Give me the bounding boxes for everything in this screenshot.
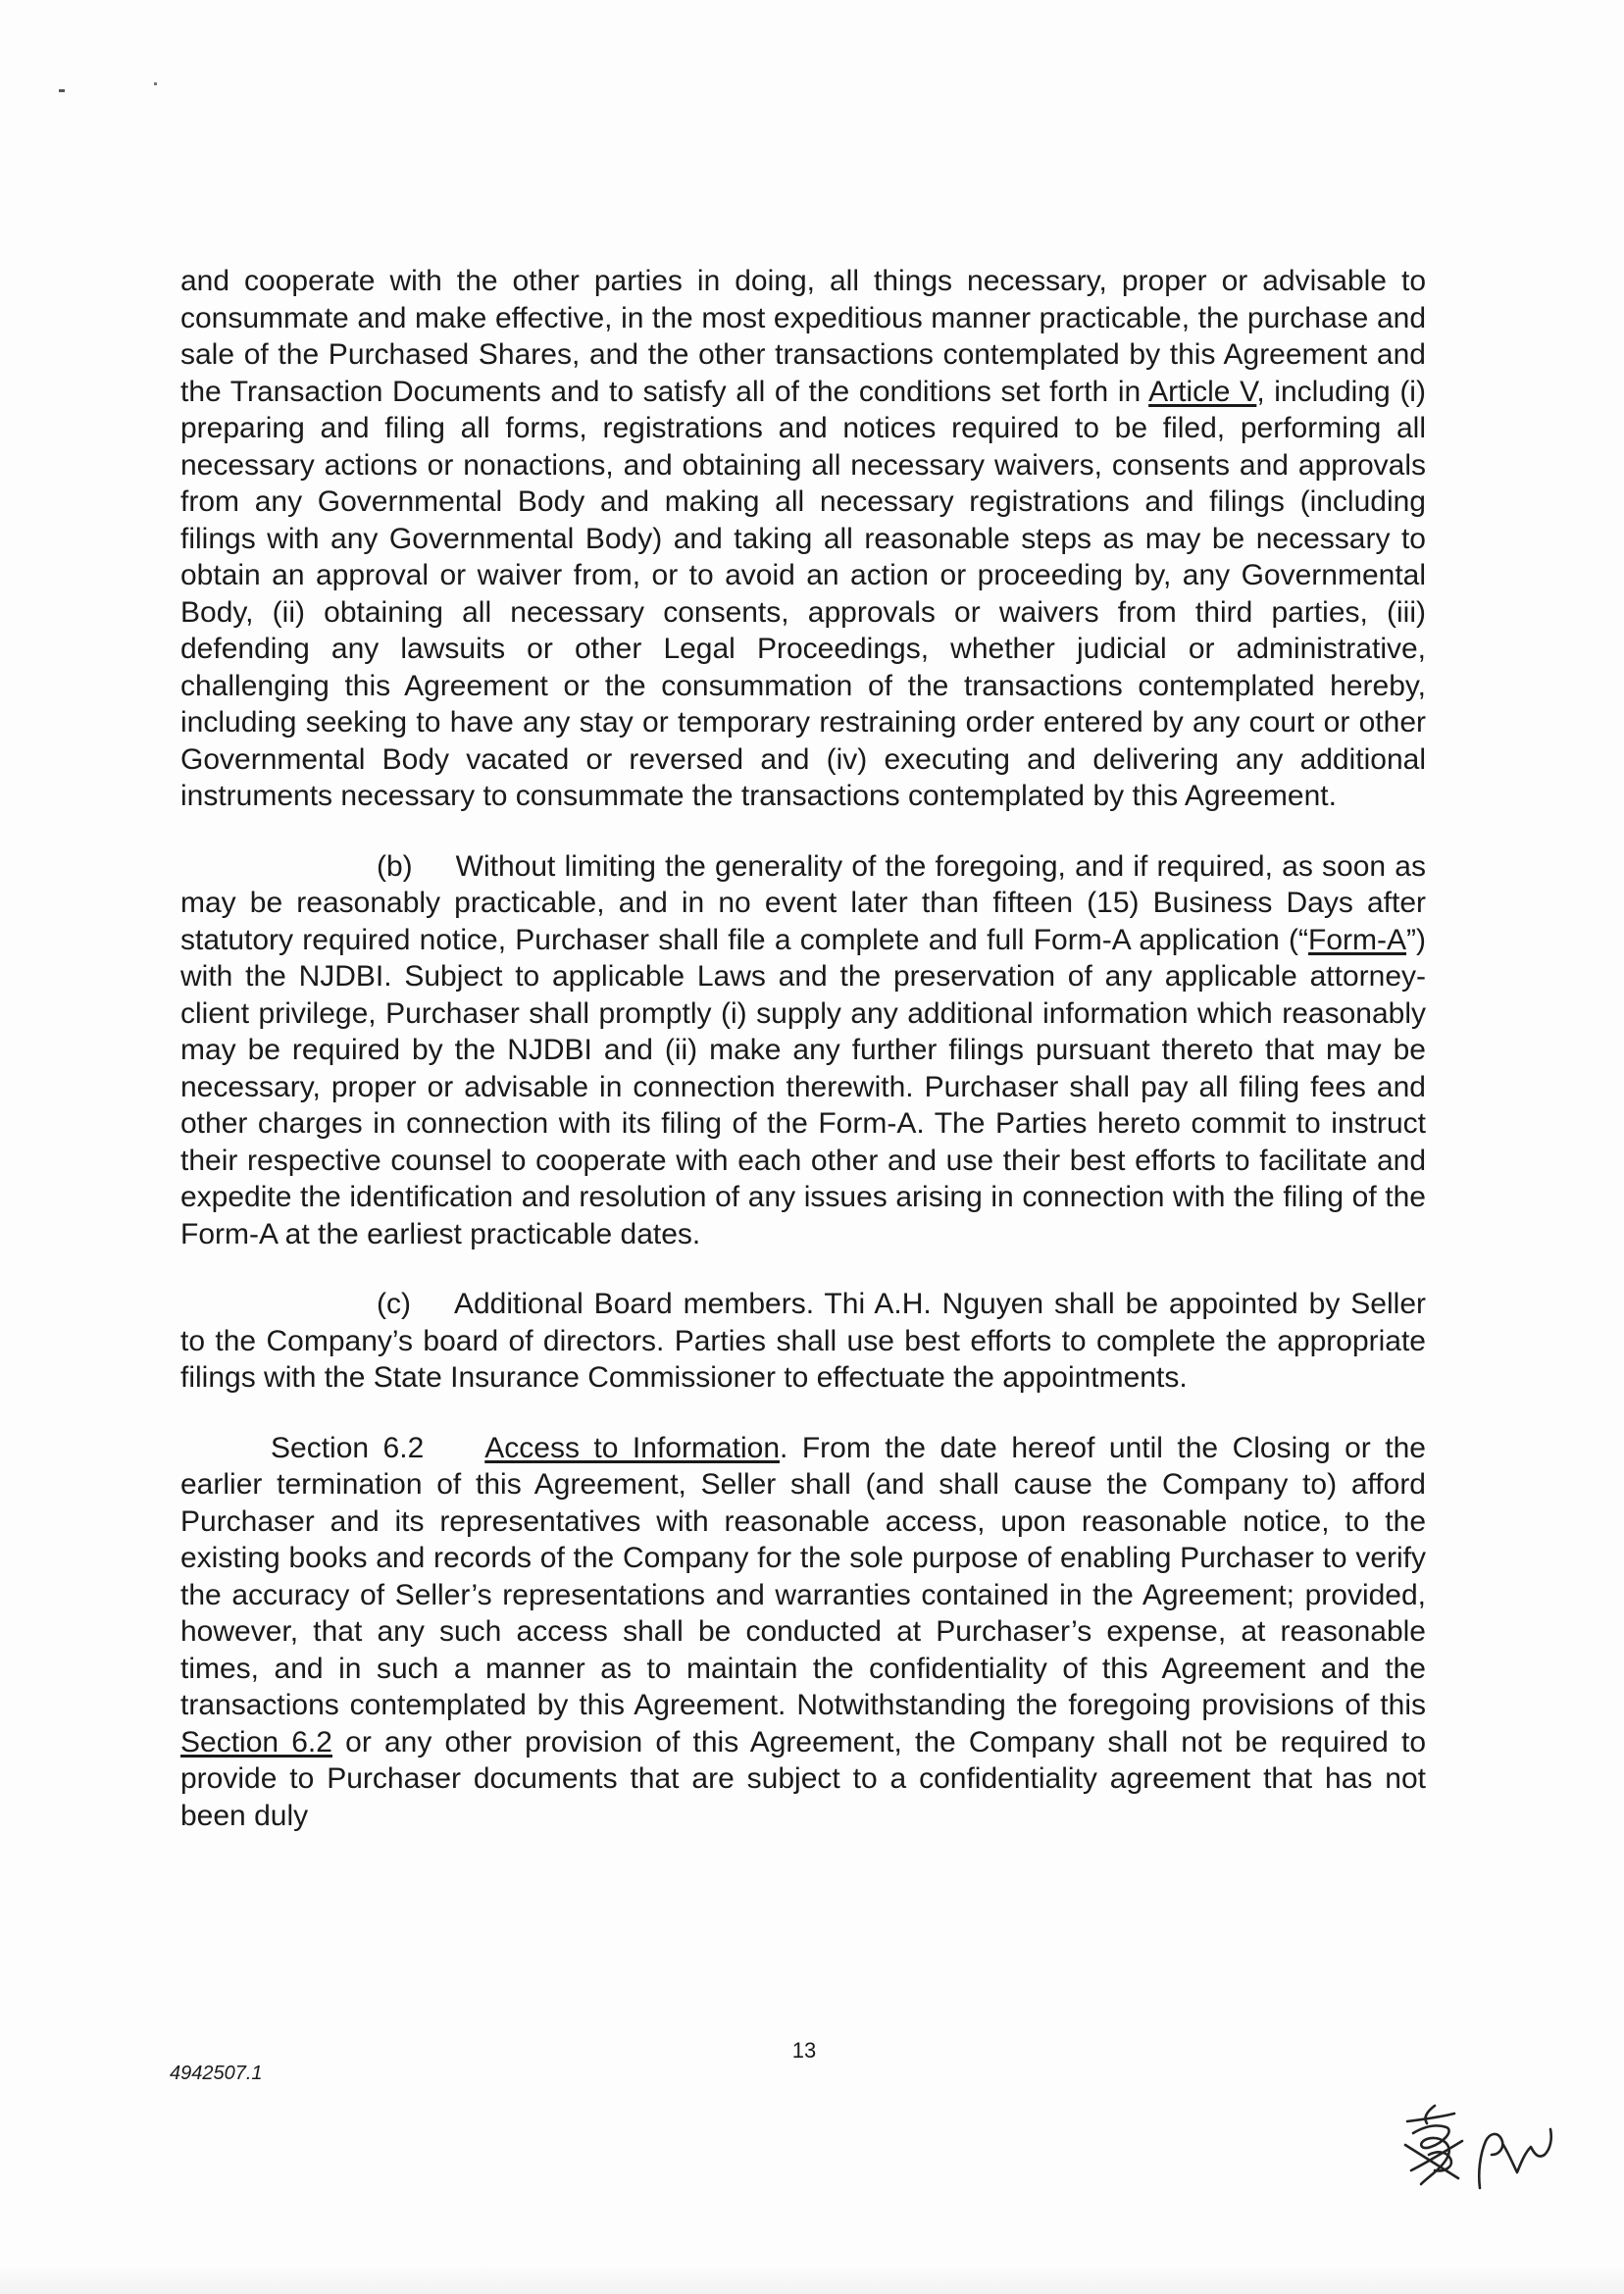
section-6-2-heading: Access to Information — [484, 1431, 780, 1464]
document-id: 4942507.1 — [170, 2063, 263, 2084]
scan-specks — [0, 0, 1624, 196]
paragraph-b — [180, 848, 1426, 1253]
section-6-2 — [180, 1430, 1426, 1835]
form-a-defined-term: Form-A — [1308, 923, 1407, 956]
paragraph-c-text: Additional Board members. Thi A.H. Nguyen shall be appointed by Seller to the Company’s board of directors. Parties shall use best efforts to complete the appropriate filings with the State Insurance Commissioner to effectuate the appointments. — [180, 1288, 1426, 1394]
article-v-reference[interactable]: Article V — [1148, 375, 1257, 408]
section-6-2-reference[interactable]: Section 6.2 — [180, 1725, 332, 1759]
paragraph-a-text-2: , including (i) preparing and filing all forms, registrations and notices required to be filed, performing all necessary actions or nonactions, and obtaining all necessary waivers, consents and approvals from any Governmental Body and making all necessary registrations and filings (including filings with any Governmental Body) and taking all reasonable steps as may be necessary to obtain an approval or waiver from, or to avoid an action or proceeding by, any Governmental Body, (ii) obtaining all necessary consents, approvals or waivers from third parties, (iii) defending any lawsuits or other Legal Proceedings, whether judicial or administrative, challenging this Agreement or the consummation of the transactions contemplated hereby, including seeking to have any stay or temporary restraining order entered by any court or other Governmental Body vacated or reversed and (iv) executing and delivering any additional instruments necessary to consummate the transactions contemplated by this Agreement. — [180, 375, 1426, 812]
paragraph-a — [180, 263, 1426, 815]
section-6-2-text-1: . From the date hereof until the Closing or the earlier termination of this Agreement, Seller shall (and shall cause the Company to) afford Purchaser and its representatives with reasonable access, upon reasonable notice, to the existing books and records of the Company for the sole purpose of enabling Purchaser to verify the accuracy of Seller’s representations and warranties contained in the Agreement; provided, however, that any such access shall be conducted at Purchaser’s expense, at reasonable times, and in such a manner as to maintain the confidentiality of this Agreement and the transactions contemplated by this Agreement. Notwithstanding the foregoing provisions of this — [180, 1431, 1426, 1721]
section-6-2-text-2: or any other provision of this Agreement, the Company shall not be required to provide to Purchaser documents that are subject to a confidentiality agreement that has not been duly — [180, 1725, 1426, 1832]
body-text — [180, 263, 1426, 1867]
section-6-2-number: Section 6.2 — [271, 1431, 425, 1464]
scan-edge-shade — [0, 2266, 1624, 2294]
paragraph-c — [180, 1286, 1426, 1397]
paragraph-c-label: (c) — [377, 1288, 411, 1320]
paragraph-b-text-2: ”) with the NJDBI. Subject to applicable Laws and the preservation of any applicable attorney-client privilege, Purchaser shall promptly (i) supply any additional information which reasonably may be required by the NJDBI and (ii) make any further filings pursuant thereto that may be necessary, proper or advisable in connection therewith. Purchaser shall pay all filing fees and other charges in connection with its filing of the Form-A. The Parties hereto commit to instruct their respective counsel to cooperate with each other and use their best efforts to facilitate and expedite the identification and resolution of any issues arising in connection with the filing of the Form-A at the earliest practicable dates. — [180, 923, 1426, 1250]
paragraph-b-label: (b) — [377, 849, 413, 883]
page-number: 13 — [791, 2038, 817, 2063]
paragraph-a-text-1: and cooperate with the other parties in doing, all things necessary, proper or advisable to consummate and make effective, in the most expeditious manner practicable, the purchase and sale of the Purchased Shares, and the other transactions contemplated by this Agreement and the Transaction Documents and to satisfy all of the conditions set forth in — [180, 265, 1426, 408]
handwritten-initials-signature — [1378, 2094, 1574, 2202]
paragraph-b-text-1: Without limiting the generality of the foregoing, and if required, as soon as may be reasonably practicable, and in no event later than fifteen (15) Business Days after statutory required notice, Purchaser shall file a complete and full Form-A application (“ — [180, 849, 1426, 956]
